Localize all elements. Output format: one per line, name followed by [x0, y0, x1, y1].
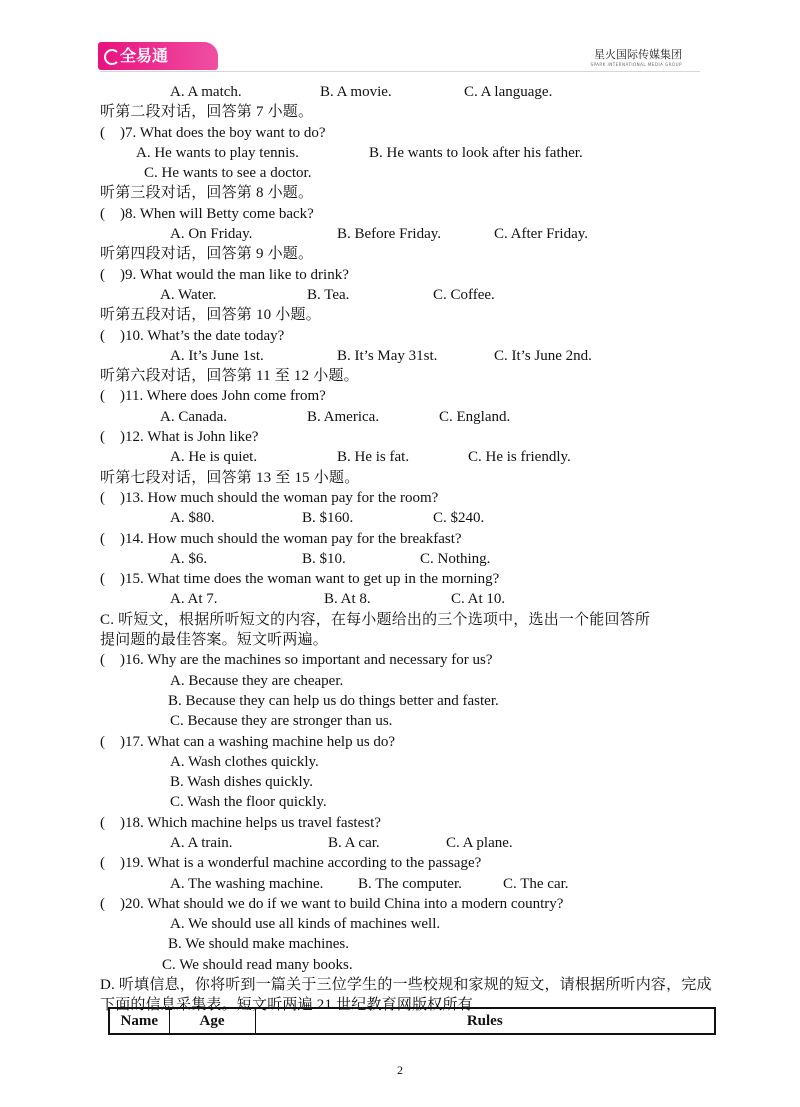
answer-options	[100, 691, 710, 711]
option: B. America.	[307, 408, 380, 425]
option: A. A match.	[170, 84, 242, 100]
question-text: Why are the machines so important and necessary for us?	[147, 652, 493, 669]
question-18	[100, 813, 710, 833]
option: C. Nothing.	[420, 550, 491, 567]
answer-options	[100, 934, 710, 954]
answer-options	[100, 833, 710, 853]
question-text: What is John like?	[147, 429, 259, 446]
brand-logo	[98, 42, 218, 70]
question-number: )17.	[120, 733, 148, 750]
question-13	[100, 488, 710, 508]
question-number: )9.	[120, 266, 140, 283]
answer-options	[100, 224, 710, 244]
option: A. Water.	[160, 286, 217, 303]
answer-blank[interactable]: (	[100, 429, 105, 446]
section-heading: 听第五段对话，回答第 10 小题。	[100, 307, 321, 324]
section-heading: 听第二段对话，回答第 7 小题。	[100, 104, 314, 121]
section-heading: 听第四段对话，回答第 9 小题。	[100, 246, 314, 263]
question-11	[100, 386, 710, 406]
option: A. $6.	[170, 550, 208, 567]
question-9	[100, 265, 710, 285]
question-15	[100, 569, 710, 589]
option: A. Canada.	[160, 408, 228, 425]
question-number: )13.	[120, 489, 148, 506]
question-text: What can a washing machine help us do?	[147, 733, 396, 750]
option: C. Wash the floor quickly.	[170, 794, 327, 811]
answer-options	[100, 82, 710, 102]
table-header-age: Age	[169, 1008, 255, 1034]
option: C. England.	[439, 408, 511, 425]
option: B. He is fat.	[337, 449, 410, 466]
logo-swirl-icon	[104, 49, 120, 65]
option: C. Coffee.	[433, 286, 495, 303]
question-number: )19.	[120, 855, 148, 872]
answer-blank[interactable]: (	[100, 814, 105, 831]
answer-blank[interactable]: (	[100, 855, 105, 872]
option: C. $240.	[433, 510, 485, 527]
question-text: When will Betty come back?	[139, 205, 314, 222]
question-text: Where does John come from?	[146, 388, 326, 405]
option: C. We should read many books.	[162, 956, 353, 973]
question-number: )7.	[120, 124, 140, 141]
option: B. Wash dishes quickly.	[170, 774, 313, 791]
question-text: What does the boy want to do?	[139, 124, 326, 141]
page-number: 2	[397, 1063, 403, 1077]
question-text: How much should the woman pay for the breakfast?	[147, 530, 462, 547]
question-17	[100, 732, 710, 752]
option: B. A car.	[328, 834, 380, 851]
answer-blank[interactable]: (	[100, 388, 105, 405]
section-heading: 听第七段对话，回答第 13 至 15 小题。	[100, 469, 360, 486]
answer-blank[interactable]: (	[100, 895, 105, 912]
option: C. It’s June 2nd.	[494, 347, 592, 364]
answer-options	[100, 346, 710, 366]
answer-options	[100, 671, 710, 691]
option: A. He is quiet.	[170, 449, 258, 466]
header-divider	[100, 71, 700, 72]
section-heading: D. 听填信息，你将听到一篇关于三位学生的一些校规和家规的短文，请根据所听内容，完成	[100, 977, 712, 994]
option: B. $160.	[302, 510, 354, 527]
page-header	[0, 0, 800, 75]
question-text: What is a wonderful machine according to the passage?	[147, 855, 482, 872]
option: A. Wash clothes quickly.	[170, 753, 319, 770]
answer-options	[100, 772, 710, 792]
question-12	[100, 427, 710, 447]
answer-options	[100, 874, 710, 894]
logo-text: 全易通	[120, 46, 169, 65]
answer-options	[100, 285, 710, 305]
answer-options	[100, 508, 710, 528]
question-number: )8.	[120, 205, 140, 222]
answer-options	[100, 792, 710, 812]
question-text: Which machine helps us travel fastest?	[147, 814, 381, 831]
question-7	[100, 123, 710, 143]
option: C. Because they are stronger than us.	[170, 713, 393, 730]
question-20	[100, 894, 710, 914]
option: A. The washing machine.	[170, 875, 324, 892]
option: C. After Friday.	[494, 226, 589, 243]
answer-blank[interactable]: (	[100, 530, 105, 547]
question-number: )15.	[120, 571, 148, 588]
question-number: )14.	[120, 530, 148, 547]
answer-options	[100, 549, 710, 569]
option: A. Because they are cheaper.	[170, 672, 344, 689]
section-heading: 提问题的最佳答案。短文听两遍。	[100, 632, 329, 649]
option: C. He wants to see a doctor.	[144, 165, 312, 182]
section-heading: C. 听短文，根据所听短文的内容，在每小题给出的三个选项中，选出一个能回答所	[100, 611, 651, 628]
option: A. At 7.	[170, 591, 218, 608]
question-8	[100, 204, 710, 224]
question-text: What should we do if we want to build China into a modern country?	[147, 895, 564, 912]
option: B. The computer.	[358, 875, 462, 892]
answer-blank[interactable]: (	[100, 124, 105, 141]
option: B. Tea.	[307, 286, 350, 303]
section-heading: 听第六段对话，回答第 11 至 12 小题。	[100, 368, 359, 385]
question-16	[100, 650, 710, 670]
option: B. Before Friday.	[337, 226, 442, 243]
answer-options	[100, 914, 710, 934]
answer-blank[interactable]: (	[100, 733, 105, 750]
option: A. On Friday.	[170, 226, 253, 243]
option: A. He wants to play tennis.	[136, 144, 299, 161]
answer-options	[100, 163, 710, 183]
answer-options	[100, 407, 710, 427]
answer-options	[100, 955, 710, 975]
answer-options	[100, 589, 710, 609]
option: B. He wants to look after his father.	[369, 144, 583, 161]
answer-blank[interactable]: (	[100, 571, 105, 588]
option: A. We should use all kinds of machines well.	[170, 916, 441, 933]
answer-blank[interactable]: (	[100, 205, 105, 222]
table-header-row	[109, 1008, 715, 1034]
question-14	[100, 529, 710, 549]
answer-blank[interactable]: (	[100, 489, 105, 506]
question-text: What time does the woman want to get up in the morning?	[147, 571, 500, 588]
answer-options	[100, 752, 710, 772]
question-text: What’s the date today?	[147, 327, 285, 344]
question-number: )12.	[120, 429, 148, 446]
question-number: )18.	[120, 814, 148, 831]
option: B. Because they can help us do things better and faster.	[168, 692, 499, 709]
answer-options	[100, 447, 710, 467]
publisher-name-cn: 星火国际传媒集团	[594, 48, 682, 61]
answer-options	[100, 711, 710, 731]
question-19	[100, 853, 710, 873]
question-text: What would the man like to drink?	[139, 266, 349, 283]
option: A. $80.	[170, 510, 215, 527]
option: A. A train.	[170, 834, 233, 851]
option: B. We should make machines.	[168, 936, 349, 953]
option: A. It’s June 1st.	[170, 347, 264, 364]
question-10	[100, 326, 710, 346]
section-heading: 下面的信息采集表。短文听两遍.21 世纪教育网版权所有	[100, 997, 473, 1014]
publisher	[590, 46, 682, 67]
option: C. A language.	[464, 84, 553, 100]
answer-blank[interactable]: (	[100, 652, 105, 669]
question-text: How much should the woman pay for the room?	[147, 489, 439, 506]
option: B. At 8.	[324, 591, 371, 608]
question-number: )10.	[120, 327, 148, 344]
option: C. The car.	[503, 875, 569, 892]
option: B. A movie.	[320, 84, 392, 100]
option: B. It’s May 31st.	[337, 347, 438, 364]
answer-blank[interactable]: (	[100, 327, 105, 344]
question-number: )20.	[120, 895, 148, 912]
info-table	[108, 1007, 716, 1035]
exam-content	[100, 82, 710, 1016]
question-number: )16.	[120, 652, 148, 669]
table-header-name: Name	[109, 1008, 169, 1034]
option: C. A plane.	[446, 834, 513, 851]
table-header-rules: Rules	[255, 1008, 715, 1034]
option: C. He is friendly.	[468, 449, 571, 466]
answer-options	[100, 143, 710, 163]
answer-blank[interactable]: (	[100, 266, 105, 283]
publisher-name-en: SPARK INTERNATIONAL MEDIA GROUP	[590, 62, 682, 67]
option: B. $10.	[302, 550, 346, 567]
section-heading: 听第三段对话，回答第 8 小题。	[100, 185, 314, 202]
option: C. At 10.	[451, 591, 506, 608]
question-number: )11.	[120, 388, 147, 405]
